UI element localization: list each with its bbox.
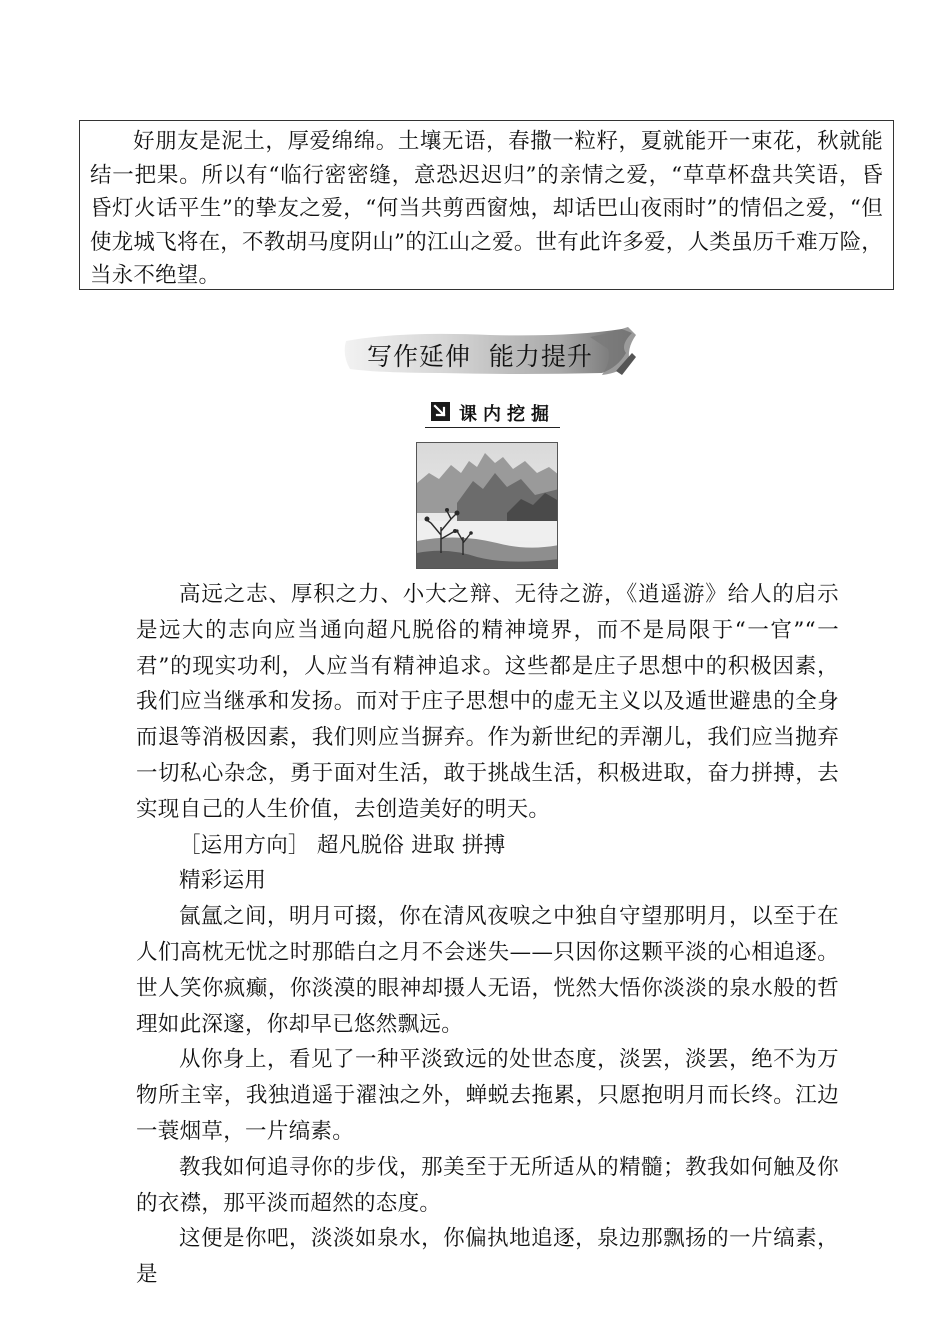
subsection-title: 课内挖掘: [459, 404, 555, 425]
section-header: [340, 323, 640, 383]
quote-box: [79, 120, 894, 290]
paragraph: 氤氲之间，明月可掇，你在清风夜唳之中独自守望那明月，以至于在人们高枕无忧之时那皓白之月不会迷失——只因你这颗平淡的心相追逐。世人笑你疯癫，你淡漠的眼神却摄人无语，恍然大悟你淡淡的泉水般的哲理如此深邃，你却早已悠然飘远。: [136, 904, 839, 1037]
paragraph: 从你身上，看见了一种平淡致远的处世态度，淡罢，淡罢，绝不为万物所主宰，我独逍遥于濯浊之外，蝉蜕去拖累，只愿抱明月而长终。江边一蓑烟草，一片缟素。: [136, 1047, 839, 1144]
subheading-wonderful-use: 精彩运用: [179, 868, 267, 894]
landscape-painting: [416, 442, 558, 569]
paragraph: 这便是你吧，淡淡如泉水，你偏执地追逐，泉边那飘扬的一片缟素，是: [136, 1226, 839, 1288]
arrow-down-right-icon: [431, 402, 450, 421]
article-body: [136, 577, 839, 1293]
quote-paragraph: 好朋友是泥土，厚爱绵绵。土壤无语，春撒一粒籽，夏就能开一束花，秋就能结一把果。所以有“临行密密缝，意恐迟迟归”的亲情之爱，“草草杯盘共笑语，昏昏灯火话平生”的挚友之爱，“何当共剪西窗烛，却话巴山夜雨时”的情侣之爱，“但使龙城飞将在，不教胡马度阴山”的江山之爱。世有此许多爱，人类虽历千难万险，当永不绝望。: [90, 129, 883, 288]
paragraph: 高远之志、厚积之力、小大之辩、无待之游，《逍遥游》给人的启示是远大的志向应当通向超凡脱俗的精神境界，而不是局限于“一官”“一君”的现实功利，人应当有精神追求。这些都是庄子思想中的积极因素，我们应当继承和发扬。而对于庄子思想中的虚无主义以及遁世避患的全身而退等消极因素，我们则应当摒弃。作为新世纪的弄潮儿，我们应当抛弃一切私心杂念，勇于面对生活，敢于挑战生活，积极进取，奋力拼搏，去实现自己的人生价值，去创造美好的明天。: [136, 582, 839, 822]
subsection-header: [425, 398, 560, 428]
paragraph: 教我如何追寻你的步伐，那美至于无所适从的精髓；教我如何触及你的衣襟，那平淡而超然的态度。: [136, 1154, 839, 1216]
usage-direction: ［运用方向］ 超凡脱俗 进取 拼搏: [179, 832, 506, 858]
section-title: 写作延伸 能力提升: [367, 342, 593, 371]
